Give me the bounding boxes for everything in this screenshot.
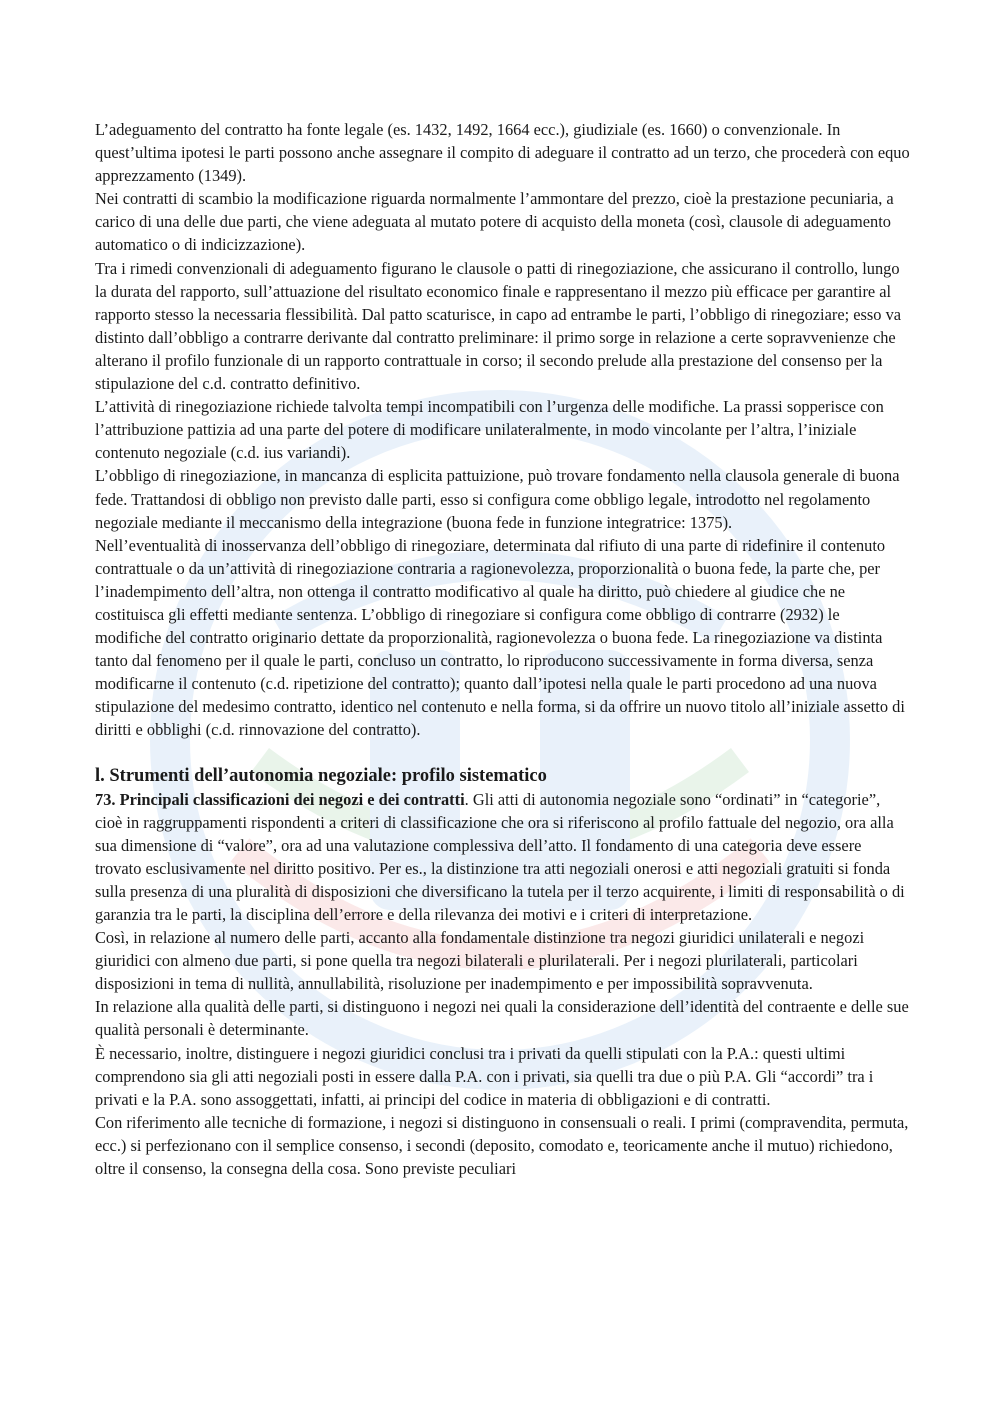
subsection-paragraph [95, 788, 910, 927]
subsection-heading: 73. Principali classificazioni dei negozi e dei contratti [95, 789, 465, 809]
paragraph: Così, in relazione al numero delle parti, accanto alla fondamentale distinzione tra negozi giuridici unilaterali e negozi giuridici con almeno due parti, si pone quella tra negozi bilaterali e plurilaterali. Per i negozi plurilaterali, particolari disposizioni in tema di nullità, annullabilità, risoluzione per inadempimento e per impossibilità sopravvenuta. [95, 928, 865, 994]
paragraph: Con riferimento alle tecniche di formazione, i negozi si distinguono in consensuali o reali. I primi (compravendita, permuta, ecc.) si perfezionano con il semplice consenso, i secondi (deposito, comodato e, teoricamente anche il mutuo) richiedono, oltre il consenso, la consegna della cosa. Sono previste peculiari [95, 1112, 909, 1179]
paragraph: L’attività di rinegoziazione richiede talvolta tempi incompatibili con l’urgenza delle modifiche. La prassi sopperisce con l’attribuzione pattizia ad una parte del potere di modificare unilateralmente, in modo vincolante per l’altra, l’iniziale contenuto negoziale (c.d. ius variandi). [95, 397, 884, 463]
paragraph: L’obbligo di rinegoziazione, in mancanza di esplicita pattuizione, può trovare fondamento nella clausola generale di buona fede. Trattandosi di obbligo non previsto dalle parti, esso si configura come obbligo legale, introdotto nel regolamento negoziale mediante il meccanismo della integrazione (buona fede in funzione integratrice: 1375). [95, 466, 900, 532]
section-title: l. Strumenti dell’autonomia negoziale: profilo sistematico [95, 765, 547, 786]
paragraph: Nell’eventualità di inosservanza dell’obbligo di rinegoziare, determinata dal rifiuto di una parte di ridefinire il contenuto contrattuale o da un’attività di rinegoziazione contraria a ragionevolezza, proporzionalità o buona fede, la parte che, per l’inadempimento dell’altra, non ottenga il contratto modificativo al quale ha diritto, può chiedere al giudice che ne costituisca gli effetti mediante sentenza. L’obbligo di rinegoziare si configura come obbligo di contrarre (2932) le modifiche del contratto originario dettate da proporzionalità, ragionevolezza o buona fede. La rinegoziazione va distinta tanto dal fenomeno per il quale le parti, concluso un contratto, lo riproducono successivamente in forma diversa, senza modificarne il contenuto (c.d. ripetizione del contratto); quanto dall’ipotesi nella quale le parti procedono ad una nuova stipulazione del medesimo contratto, identico nel contenuto e nella forma, si da offrire un nuovo titolo all’iniziale assetto di diritti e obblighi (c.d. rinnovazione del contratto). [95, 535, 905, 740]
subsection-text: . Gli atti di autonomia negoziale sono “ordinati” in “categorie”, cioè in raggruppamenti rispondenti a criteri di classificazione che ora si riferiscono al profilo fattuale del negozio, ora alla sua dimensione di “valore”, ora ad una valutazione complessiva dell’atto. Il fondamento di una categoria deve essere trovato esclusivamente nel diritto positivo. Per es., la distinzione tra atti negoziali onerosi e atti negoziali gratuiti si fonda sulla presenza di una pluralità di disposizioni che diversificano la tutela per il terzo acquirente, i limiti di responsabilità o di garanzia tra le parti, la disciplina dell’errore e della rilevanza dei motivi e i criteri di interpretazione. [95, 789, 905, 924]
paragraph: Nei contratti di scambio la modificazione riguarda normalmente l’ammontare del prezzo, cioè la prestazione pecuniaria, a carico di una delle due parti, che viene adeguata al mutato potere di acquisto della moneta (così, clausole di adeguamento automatico o di indicizzazione). [95, 189, 894, 255]
paragraph: È necessario, inoltre, distinguere i negozi giuridici conclusi tra i privati da quelli stipulati con la P.A.: questi ultimi comprendono sia gli atti negoziali posti in essere dalla P.A. con i privati, sia quelli tra due o più P.A. Gli “accordi” tra i privati e la P.A. sono assoggettati, infatti, ai principi del codice in materia di obbligazioni e di contratti. [95, 1043, 874, 1109]
paragraph: L’adeguamento del contratto ha fonte legale (es. 1432, 1492, 1664 ecc.), giudiziale (es. 1660) o convenzionale. In quest’ultima ipotesi le parti possono anche assegnare il compito di adeguare il contratto ad un terzo, che procederà con equo apprezzamento (1349). [95, 120, 910, 186]
paragraph: In relazione alla qualità delle parti, si distinguono i negozi nei quali la considerazione dell’identità del contraente e delle sue qualità personali è determinante. [95, 997, 909, 1040]
document-body [95, 118, 910, 1180]
paragraph: Tra i rimedi convenzionali di adeguamento figurano le clausole o patti di rinegoziazione, che assicurano il controllo, lungo la durata del rapporto, sull’attuazione del risultato economico finale e rappresentano il mezzo più efficace per garantire al rapporto stesso la necessaria flessibilità. Dal patto scaturisce, in capo ad entrambe le parti, l’obbligo di rinegoziare; esso va distinto dall’obbligo a contrarre derivante dal contratto preliminare: il primo sorge in relazione a certe sopravvenienze che alterano il profilo funzionale di un rapporto contrattuale in corso; il secondo prelude alla prestazione del consenso per la stipulazione del c.d. contratto definitivo. [95, 258, 902, 394]
